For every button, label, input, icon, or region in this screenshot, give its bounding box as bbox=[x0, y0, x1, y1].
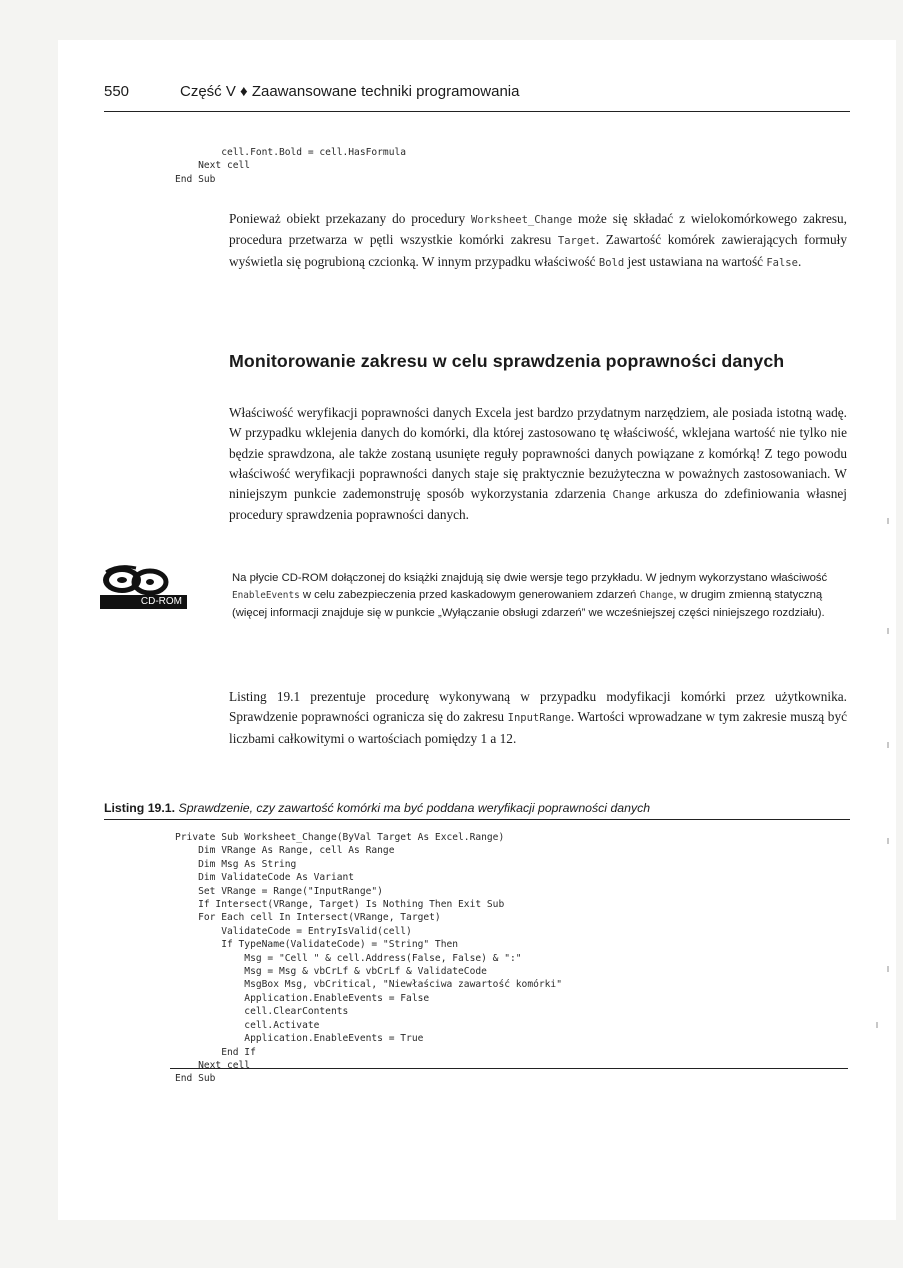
code-line: Dim VRange As Range, cell As Range bbox=[175, 845, 395, 857]
text-run: może się składać z wielokomórkowego zakresu, procedura przetwarza w pętli wszystkie komórki zakresu bbox=[229, 211, 848, 248]
code-line: Msg = Msg & vbCrLf & vbCrLf & ValidateCode bbox=[175, 966, 487, 978]
inline-code: Change bbox=[639, 589, 674, 601]
code-line: Application.EnableEvents = True bbox=[175, 1033, 424, 1045]
inline-code: Bold bbox=[598, 256, 625, 269]
scan-mark bbox=[887, 628, 889, 634]
page-header bbox=[104, 81, 850, 112]
inline-code: InputRange bbox=[507, 712, 571, 725]
scan-mark bbox=[887, 742, 889, 748]
page-number: 550 bbox=[104, 83, 130, 100]
code-listing bbox=[175, 831, 562, 1086]
text-run: . Wartości wprowadzane w tym zakresie muszą być liczbami całkowitymi o wartościach pomiędzy 1 a 12. bbox=[229, 709, 847, 746]
inline-code: False bbox=[766, 256, 798, 269]
code-line: Dim Msg As String bbox=[175, 858, 297, 870]
text-run: jest ustawiana na wartość bbox=[624, 253, 767, 269]
code-line: cell.Activate bbox=[175, 1019, 320, 1031]
code-line: Next cell bbox=[175, 160, 251, 172]
cd-rom-icon bbox=[100, 562, 187, 614]
code-line: MsgBox Msg, vbCritical, "Niewłaściwa zawartość komórki" bbox=[175, 979, 562, 991]
code-line: If TypeName(ValidateCode) = "String" Then bbox=[175, 939, 459, 951]
cd-rom-label: CD-ROM bbox=[100, 595, 187, 609]
listing-label: Listing 19.1. bbox=[104, 801, 176, 815]
code-line: If Intersect(VRange, Target) Is Nothing Then Exit Sub bbox=[175, 899, 505, 911]
text-run: Na płycie CD-ROM dołączonej do książki znajdują się dwie wersje tego przykładu. W jednym wykorzystano właściwość bbox=[232, 572, 828, 584]
scan-mark bbox=[887, 966, 889, 972]
cd-rom-note bbox=[232, 570, 850, 621]
cd-disc-icon bbox=[100, 562, 187, 598]
text-run: Właściwość weryfikacji poprawności danych Excela jest bardzo przydatnym narzędziem, ale posiada istotną wadę. W przypadku wklejenia danych do komórki, dla której zastosowano tę właściwość, wklejana wartość nie tylko nie będzie sprawdzona, ale także zostaną usunięte reguły poprawności danych powiązane z komórką! Z tego powodu właściwość weryfikacji poprawności danych staje się praktycznie bezużyteczna w poważnych zastosowaniach. W niniejszym punkcie zademonstruję sposób wykorzystania zdarzenia bbox=[229, 405, 847, 502]
code-line: Application.EnableEvents = False bbox=[175, 992, 430, 1004]
code-line: End Sub bbox=[175, 173, 216, 185]
paragraph-target-loop bbox=[229, 209, 847, 273]
code-line: Msg = "Cell " & cell.Address(False, False) & ":" bbox=[175, 952, 522, 964]
code-line: cell.ClearContents bbox=[175, 1006, 349, 1018]
listing-caption bbox=[104, 801, 850, 820]
scan-mark bbox=[887, 518, 889, 524]
scan-mark bbox=[887, 838, 889, 844]
listing-end-rule bbox=[170, 1068, 848, 1069]
code-line: ValidateCode = EntryIsValid(cell) bbox=[175, 925, 412, 937]
running-title: Część V ♦ Zaawansowane techniki programowania bbox=[180, 83, 520, 100]
text-run: w celu zabezpieczenia przed kaskadowym generowaniem zdarzeń bbox=[299, 588, 640, 601]
code-block-top bbox=[175, 146, 406, 186]
code-line: Set VRange = Range("InputRange") bbox=[175, 885, 383, 897]
text-run: . bbox=[797, 253, 802, 269]
listing-title: Sprawdzenie, czy zawartość komórki ma być poddana weryfikacji poprawności danych bbox=[178, 801, 651, 815]
code-line: Private Sub Worksheet_Change(ByVal Target As Excel.Range) bbox=[175, 832, 505, 843]
text-run: arkusza do zdefiniowania własnej procedury sprawdzenia poprawności danych. bbox=[229, 486, 847, 523]
code-line: Next cell bbox=[175, 1059, 251, 1071]
paragraph-listing-intro bbox=[229, 687, 847, 749]
inline-code: EnableEvents bbox=[232, 589, 300, 601]
inline-code: Change bbox=[612, 489, 651, 502]
section-heading: Monitorowanie zakresu w celu sprawdzenia poprawności danych bbox=[229, 351, 785, 371]
code-line: For Each cell In Intersect(VRange, Target) bbox=[175, 912, 441, 924]
text-run: , w drugim zmienną statyczną (więcej informacji znajduje się w punkcie „Wyłączanie obsługi zdarzeń” we wcześniejszej części niniejszego rozdziału). bbox=[232, 588, 825, 619]
scan-mark bbox=[876, 1022, 878, 1028]
text-run: . Zawartość komórek zawierających formuły wyświetla się pogrubioną czcionką. W innym przypadku właściwość bbox=[229, 232, 847, 269]
paragraph-validation bbox=[229, 403, 847, 526]
code-line: cell.Font.Bold = cell.HasFormula bbox=[175, 147, 407, 158]
code-line: End If bbox=[175, 1046, 256, 1058]
inline-code: Worksheet_Change bbox=[471, 214, 573, 226]
text-run: Listing 19.1 prezentuje procedurę wykonywaną w przypadku modyfikacji komórki przez użytkownika. Sprawdzenie poprawności ogranicza się do zakresu bbox=[229, 689, 847, 725]
code-line: Dim ValidateCode As Variant bbox=[175, 872, 355, 884]
code-line: End Sub bbox=[175, 1073, 216, 1085]
text-run: Ponieważ obiekt przekazany do procedury bbox=[229, 211, 472, 226]
inline-code: Target bbox=[557, 235, 596, 248]
